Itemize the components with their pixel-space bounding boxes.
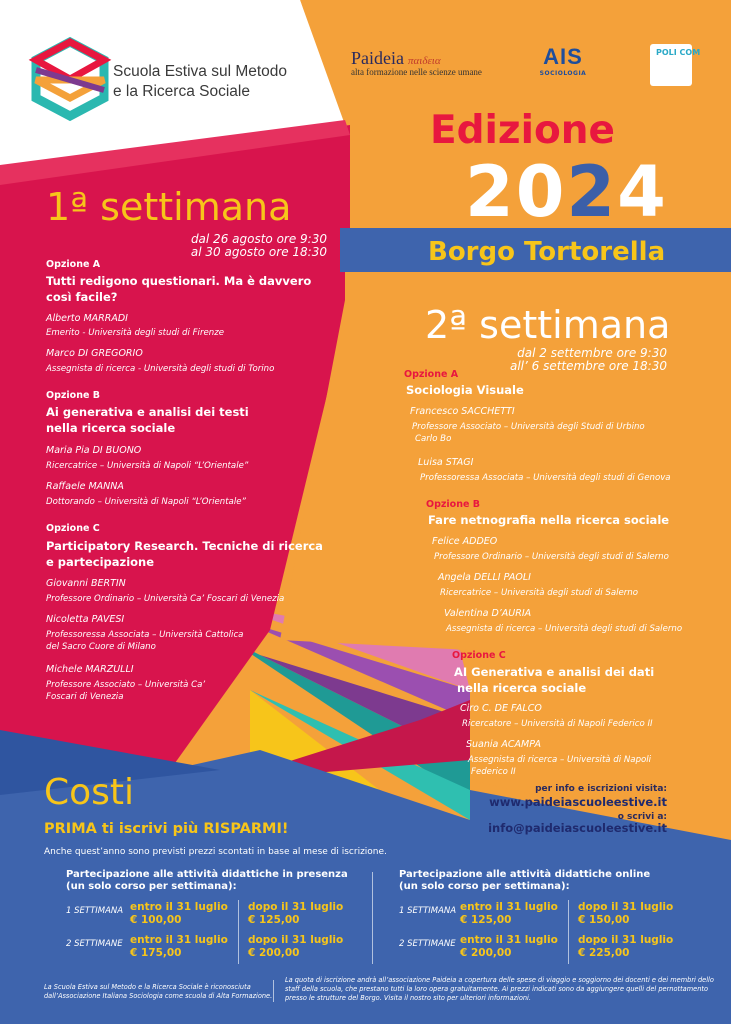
role-line: Federico II <box>471 767 516 777</box>
person-name: Giovanni BERTIN <box>46 578 126 589</box>
person-role: Emerito - Università degli studi di Firenze <box>46 328 225 338</box>
person-role: Dottorando – Università di Napoli “L’Orientale” <box>46 497 246 507</box>
info-label: per info e iscrizioni visita: <box>535 784 667 794</box>
ais-mark: AIS <box>543 44 583 69</box>
week2-dates-line1: dal 2 settembre ore 9:30 <box>517 346 667 360</box>
person-name: Felice ADDEO <box>432 536 498 547</box>
header-emph: online <box>615 869 651 880</box>
paideia-name: Paideia <box>351 48 404 68</box>
price-value: € 150,00 <box>578 914 630 926</box>
price-late <box>248 901 343 927</box>
costs-title: Costi <box>44 772 135 813</box>
price-when: entro il 31 luglio <box>130 901 228 913</box>
footer-line: dall’Associazione Italiana Sociologia come scuola di Alta Formazione. <box>44 992 273 1000</box>
title-line: Ai generativa e analisi dei testi <box>46 405 249 419</box>
footer-right <box>285 976 714 1003</box>
person-role: Assegnista di ricerca - Università degli studi di Torino <box>46 364 275 374</box>
week1-dates-line1: dal 26 agosto ore 9:30 <box>190 232 327 246</box>
person-role: Assegnista di ricerca – Università degli studi di Salerno <box>446 624 683 634</box>
week2-option-b-label: Opzione B <box>426 499 480 510</box>
online-header <box>399 869 650 893</box>
week1-option-b-label: Opzione B <box>46 390 100 401</box>
week2-option-a-label: Opzione A <box>404 369 459 380</box>
person-role: Professore Ordinario – Università degli studi di Salerno <box>434 552 669 562</box>
brand-title-line1: Scuola Estiva sul Metodo <box>113 63 288 80</box>
year-part-b: 2 <box>566 151 618 233</box>
person-role <box>412 421 645 445</box>
week1-option-a-title <box>46 273 311 305</box>
row-label: 2 SETTIMANE <box>66 939 123 949</box>
week2-title: 2ª settimana <box>425 303 671 347</box>
footer-left <box>44 983 272 1001</box>
brand-title <box>113 62 287 102</box>
header-text: Partecipazione alle attività didattiche <box>66 869 283 880</box>
person-role: Professoressa Associata – Università degli studi di Genova <box>420 473 671 483</box>
price-when: entro il 31 luglio <box>460 901 558 913</box>
policom-mark: POLI COM <box>656 48 701 57</box>
week2-dates <box>510 347 667 373</box>
person-role: Ricercatrice – Università degli studi di Salerno <box>440 588 639 598</box>
person-name: Ciro C. DE FALCO <box>460 703 542 714</box>
price-when: entro il 31 luglio <box>130 934 228 946</box>
divider <box>238 900 239 964</box>
person-role: Professore Ordinario – Università Ca’ Foscari di Venezia <box>46 594 285 604</box>
footer-line: presso le strutture del Borgo. Visita il nostro sito per ulteriori informazioni. <box>285 994 531 1002</box>
paideia-logo <box>351 48 482 77</box>
row-label: 1 SETTIMANA <box>66 906 124 916</box>
edition-label: Edizione <box>430 108 616 153</box>
title-line: Participatory Research. Tecniche di ricerca <box>46 539 323 553</box>
week1-option-b-title <box>46 404 249 436</box>
header-text: Partecipazione alle attività didattiche <box>399 869 616 880</box>
footer-line: staff della scuola, che prestano tutti la loro opera gratuitamente. Ai prezzi indicati sono da aggiungere quelli del pernottamento <box>285 985 708 993</box>
week2-option-c-label: Opzione C <box>452 650 506 661</box>
price-value: € 125,00 <box>248 914 300 926</box>
price-when: dopo il 31 luglio <box>248 934 344 946</box>
week2-option-b-title: Fare netnografia nella ricerca sociale <box>428 513 670 527</box>
paideia-sub: alta formazione nelle scienze umane <box>351 67 482 77</box>
row-label: 1 SETTIMANA <box>399 906 457 916</box>
email-link[interactable]: info@paideiascuoleestive.it <box>488 821 667 835</box>
role-line: del Sacro Cuore di Milano <box>46 642 156 652</box>
title-line: AI Generativa e analisi dei dati <box>454 665 655 679</box>
price-value: € 200,00 <box>248 947 300 959</box>
person-name: Valentina D’AURIA <box>444 608 532 619</box>
divider <box>568 900 569 964</box>
header-line2: (un solo corso per settimana): <box>66 881 237 892</box>
price-when: dopo il 31 luglio <box>578 901 674 913</box>
ais-logo <box>534 44 592 77</box>
footer-line: La Scuola Estiva sul Metodo e la Ricerca Sociale è riconosciuta <box>44 983 251 991</box>
person-role <box>468 754 651 778</box>
role-line: Professore Associato – Università degli Studi di Urbino <box>412 422 645 432</box>
role-line: Professoressa Associata – Università Cattolica <box>46 630 244 640</box>
header-line2: (un solo corso per settimana): <box>399 881 570 892</box>
week2-option-a-title: Sociologia Visuale <box>406 383 524 397</box>
ais-sub: SOCIOLOGIA <box>539 70 587 77</box>
person-role <box>46 629 243 653</box>
title-line: nella ricerca sociale <box>46 421 176 435</box>
role-line: Professore Associato – Università Ca’ <box>46 680 206 690</box>
price-late <box>578 934 673 960</box>
price-value: € 100,00 <box>130 914 182 926</box>
person-name: Nicoletta PAVESI <box>46 614 125 625</box>
price-value: € 125,00 <box>460 914 512 926</box>
person-name: Luisa STAGI <box>418 457 474 468</box>
costs-note: Anche quest’anno sono previsti prezzi scontati in base al mese di iscrizione. <box>44 847 387 857</box>
week2-dates-line2: all’ 6 settembre ore 18:30 <box>509 359 667 373</box>
price-when: dopo il 31 luglio <box>248 901 344 913</box>
week1-option-c-label: Opzione C <box>46 523 100 534</box>
edition-place: Borgo Tortorella <box>428 237 666 267</box>
info-or: o scrivi a: <box>617 812 667 822</box>
footer-line: La quota di iscrizione andrà all’associazione Paideia a copertura delle spese di viaggio e soggiorno dei docenti e dei membri dello <box>285 976 714 984</box>
role-line: Foscari di Venezia <box>46 692 124 702</box>
website-link[interactable]: www.paideiascuoleestive.it <box>489 795 667 809</box>
header-emph: in presenza <box>282 869 348 880</box>
title-line: così facile? <box>46 290 118 304</box>
year-part-c: 4 <box>617 151 668 233</box>
policom-logo <box>650 44 701 86</box>
price-value: € 175,00 <box>130 947 182 959</box>
role-line: Carlo Bo <box>415 434 452 444</box>
edition-year <box>465 152 668 232</box>
person-name: Marco DI GREGORIO <box>46 348 143 359</box>
person-name: Suania ACAMPA <box>466 739 541 750</box>
price-value: € 200,00 <box>460 947 512 959</box>
person-name: Maria Pia DI BUONO <box>46 445 142 456</box>
divider <box>273 980 274 1002</box>
person-name: Angela DELLI PAOLI <box>438 572 531 583</box>
role-line: Assegnista di ricerca – Università di Napoli <box>468 755 652 765</box>
week1-option-c-title <box>46 538 323 570</box>
price-late <box>578 901 673 927</box>
person-role: Ricercatrice – Università di Napoli “L’Orientale” <box>46 461 249 471</box>
paideia-greek: παιδεια <box>407 55 441 67</box>
person-name: Francesco SACCHETTI <box>410 406 515 417</box>
price-early <box>130 934 228 960</box>
brand-title-line2: e la Ricerca Sociale <box>113 83 250 100</box>
person-role: Ricercatore – Università di Napoli Federico II <box>462 719 653 729</box>
presence-header <box>66 869 348 893</box>
week1-title: 1ª settimana <box>46 185 292 229</box>
row-label: 2 SETTIMANE <box>399 939 456 949</box>
week1-option-a-label: Opzione A <box>46 259 101 270</box>
divider <box>372 872 373 964</box>
title-line: Tutti redigono questionari. Ma è davvero <box>46 274 312 288</box>
person-role <box>46 679 205 703</box>
week1-dates <box>191 233 327 259</box>
costs-slogan: PRIMA ti iscrivi più RISPARMI! <box>44 821 289 837</box>
price-early <box>460 901 558 927</box>
person-name: Michele MARZULLI <box>46 664 134 675</box>
year-part-a: 20 <box>465 151 567 233</box>
price-early <box>130 901 228 927</box>
price-when: entro il 31 luglio <box>460 934 558 946</box>
title-line: e partecipazione <box>46 555 155 569</box>
price-late <box>248 934 343 960</box>
week1-dates-line2: al 30 agosto ore 18:30 <box>190 245 327 259</box>
price-value: € 225,00 <box>578 947 630 959</box>
person-name: Alberto MARRADI <box>46 313 128 324</box>
price-early <box>460 934 558 960</box>
person-name: Raffaele MANNA <box>46 481 124 492</box>
title-line: nella ricerca sociale <box>457 681 587 695</box>
price-when: dopo il 31 luglio <box>578 934 674 946</box>
week2-option-c-title <box>454 664 654 696</box>
